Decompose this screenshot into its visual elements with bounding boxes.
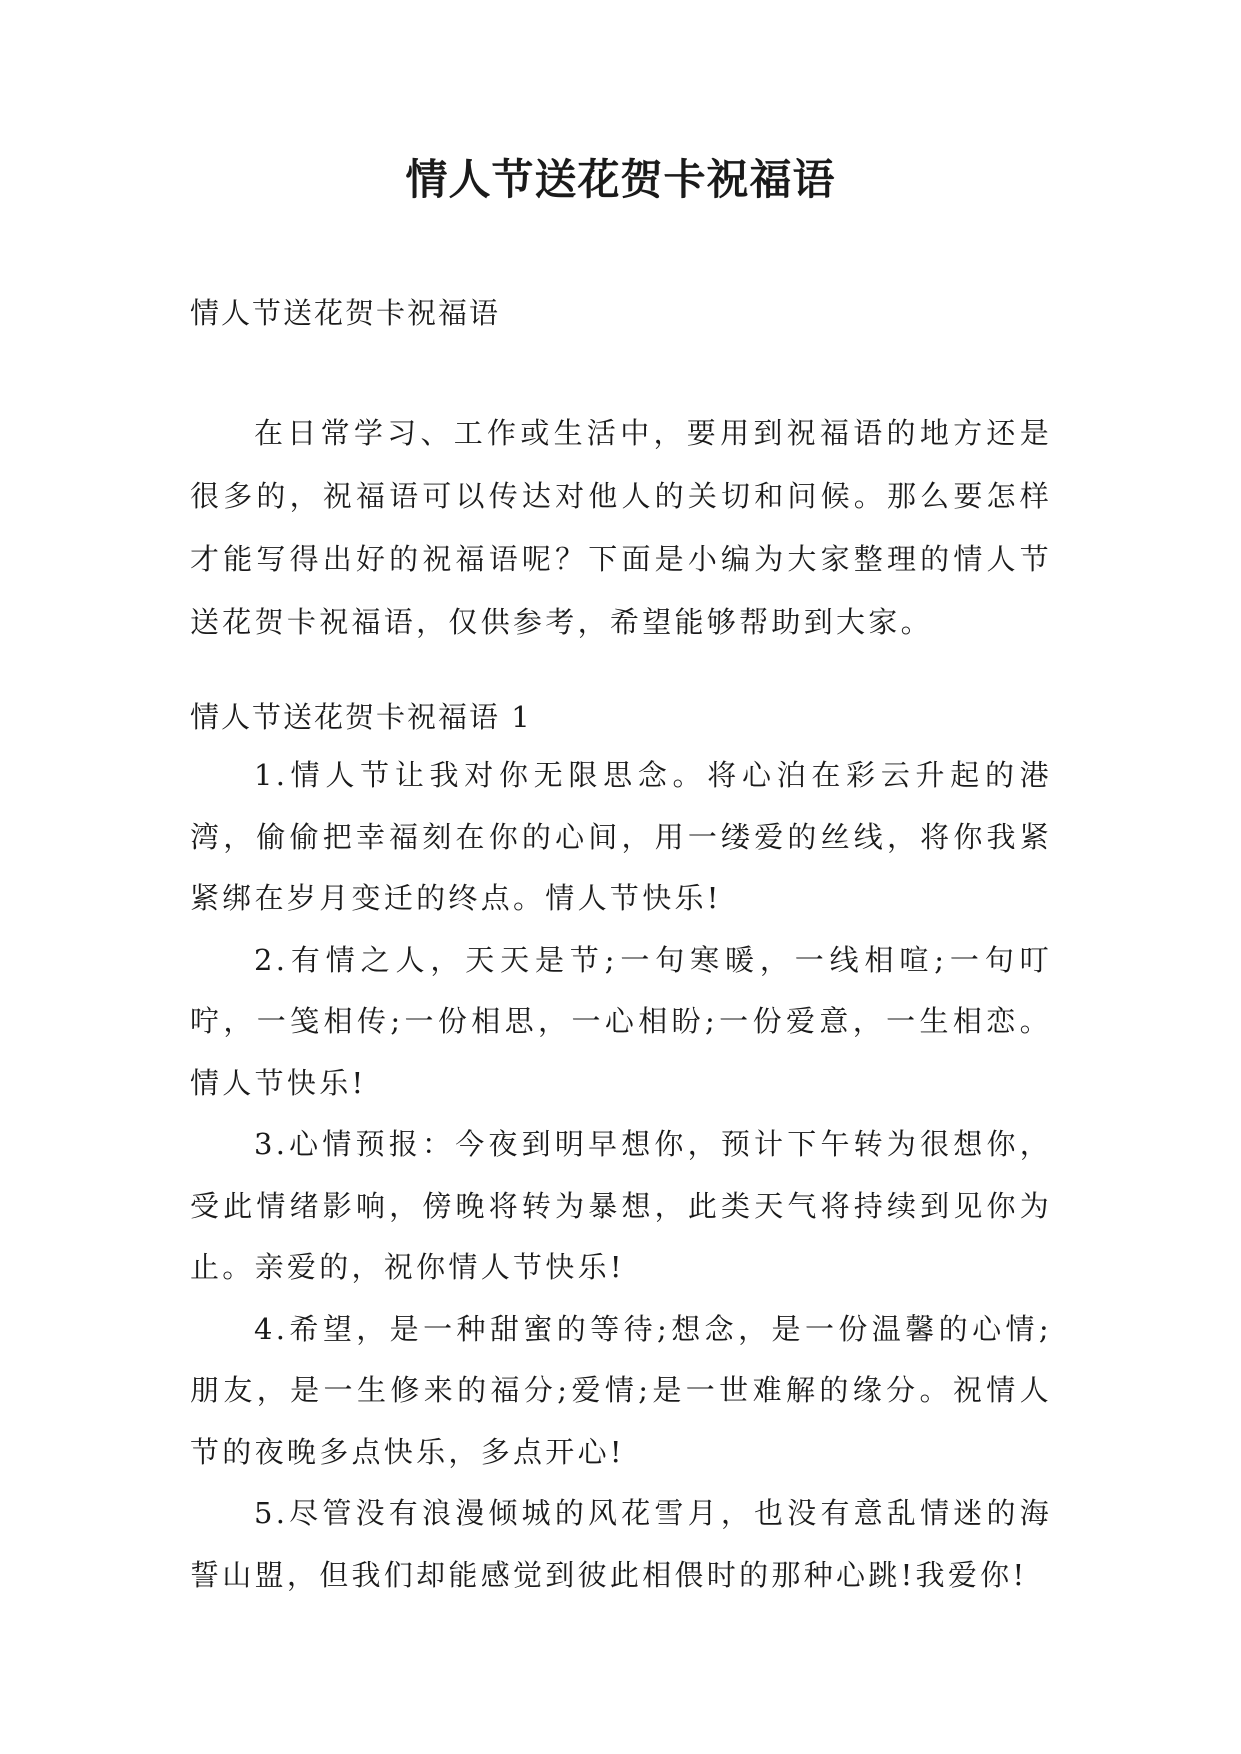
greeting-item: 3.心情预报：今夜到明早想你，预计下午转为很想你，受此情绪影响，傍晚将转为暴想，此类天气将持续到见你为止。亲爱的，祝你情人节快乐! [190, 1127, 1052, 1284]
document-subtitle: 情人节送花贺卡祝福语 [190, 296, 501, 330]
greeting-item: 5.尽管没有浪漫倾城的风花雪月，也没有意乱情迷的海誓山盟，但我们却能感觉到彼此相偎时的那种心跳!我爱你! [190, 1496, 1052, 1592]
intro-paragraph: 在日常学习、工作或生活中，要用到祝福语的地方还是很多的，祝福语可以传达对他人的关切和问候。那么要怎样才能写得出好的祝福语呢？下面是小编为大家整理的情人节送花贺卡祝福语，仅供参考，希望能够帮助到大家。 [190, 416, 1052, 639]
greeting-list [190, 745, 1052, 1606]
document-title: 情人节送花贺卡祝福语 [405, 155, 836, 204]
greeting-item: 1.情人节让我对你无限思念。将心泊在彩云升起的港湾，偷偷把幸福刻在你的心间，用一缕爱的丝线，将你我紧紧绑在岁月变迁的终点。情人节快乐! [190, 758, 1052, 915]
greeting-item: 2.有情之人，天天是节;一句寒暖，一线相喧;一句叮咛，一笺相传;一份相思，一心相盼;一份爱意，一生相恋。情人节快乐! [190, 942, 1052, 1100]
greeting-item: 4.希望，是一种甜蜜的等待;想念，是一份温馨的心情;朋友，是一生修来的福分;爱情;是一世难解的缘分。祝情人节的夜晚多点快乐，多点开心! [190, 1311, 1052, 1469]
section-heading: 情人节送花贺卡祝福语 1 [190, 700, 532, 734]
